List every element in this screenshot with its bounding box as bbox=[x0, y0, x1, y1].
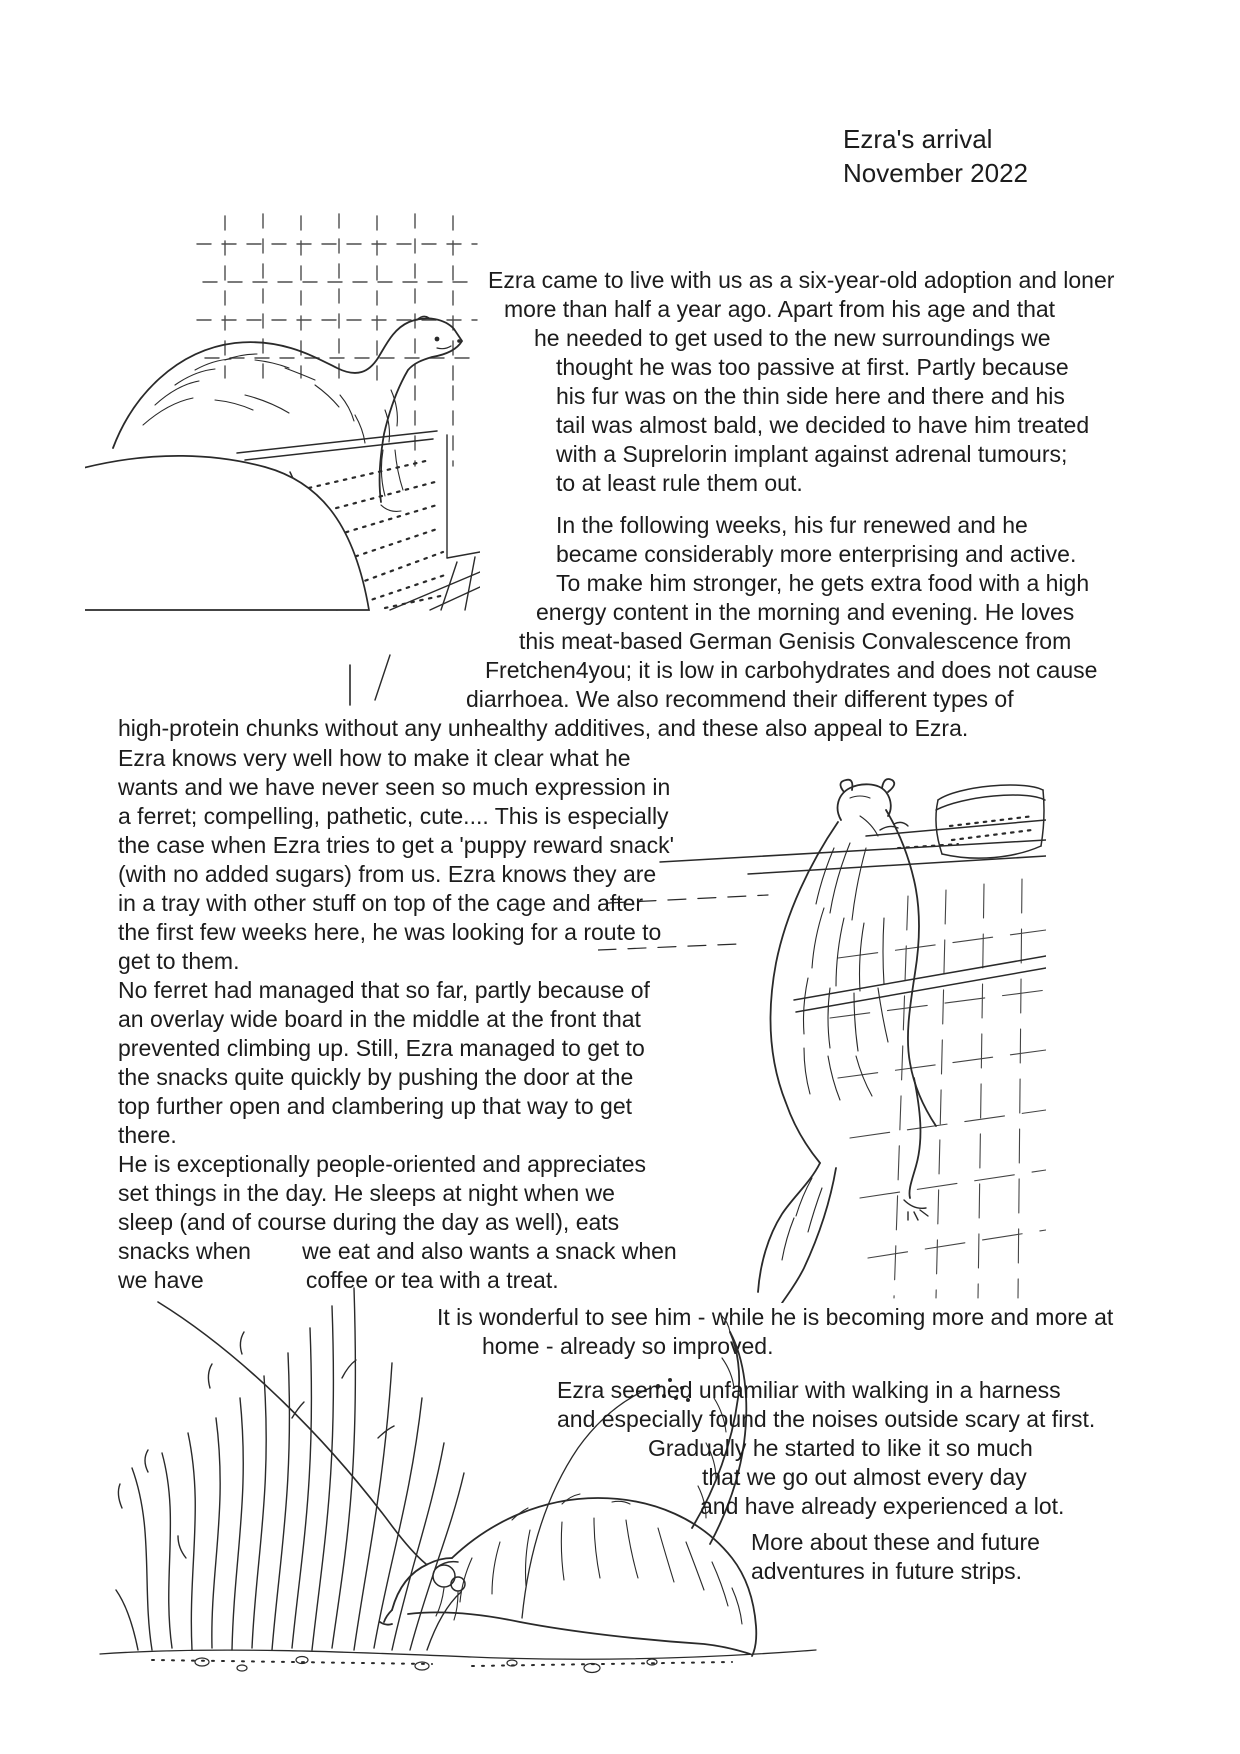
text-line: Gradually he started to like it so much bbox=[648, 1435, 1033, 1461]
text-line: thought he was too passive at first. Partly because bbox=[556, 354, 1069, 380]
text-line: with a Suprelorin implant against adrenal tumours; bbox=[556, 441, 1068, 467]
text-line: get to them. bbox=[118, 948, 240, 974]
text-line: Ezra came to live with us as a six-year-old adoption and loner bbox=[488, 267, 1115, 293]
text-line: in a tray with other stuff on top of the cage and after bbox=[118, 890, 644, 916]
cage-mesh-icon bbox=[830, 879, 1046, 1298]
paragraph-expression bbox=[118, 744, 674, 976]
text-line: In the following weeks, his fur renewed and he bbox=[556, 512, 1028, 538]
text-line: (with no added sugars) from us. Ezra knows they are bbox=[118, 861, 657, 887]
ferret-fur bbox=[782, 796, 888, 1260]
text-line: and especially found the noises outside scary at first. bbox=[557, 1406, 1096, 1432]
text-line: his fur was on the thin side here and there and his bbox=[556, 383, 1065, 409]
text-line: He is exceptionally people-oriented and appreciates bbox=[118, 1151, 647, 1177]
text-line: adventures in future strips. bbox=[751, 1558, 1023, 1584]
text-line: energy content in the morning and evening. He loves bbox=[536, 599, 1075, 625]
text-line: there. bbox=[118, 1122, 177, 1148]
text-line: more than half a year ago. Apart from his age and that bbox=[504, 296, 1056, 322]
title-line: Ezra's arrival bbox=[843, 124, 993, 154]
page-title bbox=[843, 122, 1028, 190]
text-line: snacks when we eat and also wants a snack when bbox=[118, 1238, 677, 1264]
text-line: home - already so improved. bbox=[482, 1333, 774, 1359]
text-line: and have already experienced a lot. bbox=[700, 1493, 1065, 1519]
harness bbox=[433, 1562, 465, 1591]
text-line: No ferret had managed that so far, partly because of bbox=[118, 977, 650, 1003]
title-date: November 2022 bbox=[843, 158, 1028, 188]
text-line: the case when Ezra tries to get a 'puppy reward snack' bbox=[118, 832, 674, 858]
text-line: More about these and future bbox=[751, 1529, 1040, 1555]
text-line: to at least rule them out. bbox=[556, 470, 803, 496]
text-line: the first few weeks here, he was looking for a route to bbox=[118, 919, 662, 945]
text-line: set things in the day. He sleeps at night when we bbox=[118, 1180, 615, 1206]
paragraph-arrival bbox=[118, 266, 1115, 498]
paragraph-harness bbox=[557, 1376, 1096, 1521]
text-line: that we go out almost every day bbox=[702, 1464, 1027, 1490]
text-line: prevented climbing up. Still, Ezra managed to get to bbox=[118, 1035, 645, 1061]
text-line: top further open and clambering up that way to get bbox=[118, 1093, 632, 1119]
paragraph-more-strips bbox=[751, 1528, 1051, 1586]
text-line: Ezra knows very well how to make it clear what he bbox=[118, 745, 631, 771]
text-line: a ferret; compelling, pathetic, cute.... This is especially bbox=[118, 803, 669, 829]
text-line: Ezra seemed unfamiliar with walking in a harness bbox=[557, 1377, 1061, 1403]
text-line: an overlay wide board in the middle at the front that bbox=[118, 1006, 641, 1032]
text-line: we have coffee or tea with a treat. bbox=[118, 1267, 559, 1293]
ferret-outline bbox=[758, 779, 936, 1303]
text-line: sleep (and of course during the day as well), eats bbox=[118, 1209, 620, 1235]
text-line: the snacks quite quickly by pushing the door at the bbox=[118, 1064, 634, 1090]
text-line: diarrhoea. We also recommend their different types of bbox=[466, 686, 1014, 712]
text-line: To make him stronger, he gets extra food with a high bbox=[556, 570, 1090, 596]
text-line: became considerably more enterprising and active. bbox=[556, 541, 1077, 567]
text-line: wants and we have never seen so much expression in bbox=[118, 774, 671, 800]
ferret-climbing-illustration bbox=[598, 658, 1046, 1303]
text-line: tail was almost bald, we decided to have him treated bbox=[556, 412, 1090, 438]
text-line: high-protein chunks without any unhealthy additives, and these also appeal to Ezra. bbox=[118, 715, 969, 741]
text-line: It is wonderful to see him - while he is becoming more and more at bbox=[437, 1304, 1114, 1330]
text-line: Fretchen4you; it is low in carbohydrates and does not cause bbox=[485, 657, 1098, 683]
grass-tuft bbox=[116, 1288, 464, 1650]
paragraph-no-ferret bbox=[118, 976, 650, 1150]
text-line: this meat-based German Genisis Convalescence from bbox=[519, 628, 1072, 654]
text-line: he needed to get used to the new surroundings we bbox=[534, 325, 1051, 351]
